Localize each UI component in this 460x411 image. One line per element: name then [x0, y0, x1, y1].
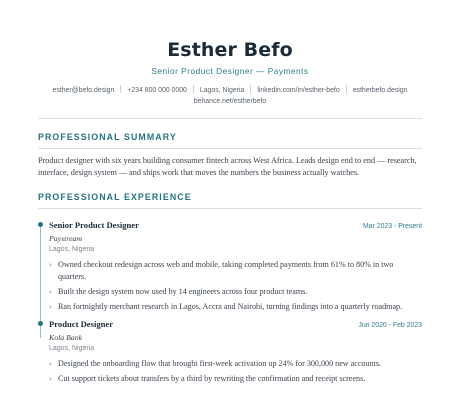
job-header — [49, 220, 422, 232]
contact-divider — [346, 85, 347, 93]
job-dates: Jun 2020 - Feb 2023 — [358, 322, 422, 329]
timeline-dot — [38, 321, 43, 326]
chevron-right-icon: › — [49, 303, 52, 311]
contact-divider — [120, 85, 121, 93]
experience-section — [38, 192, 422, 385]
experience-heading: PROFESSIONAL EXPERIENCE — [38, 192, 192, 202]
summary-text: Product designer with six years building consumer fintech across West Africa. Leads design end to end — research, interface, design system — and ships work that moves the numbers the business actually watches. — [38, 156, 417, 177]
timeline-dot — [38, 222, 43, 227]
contact-phone[interactable]: +234 800 000 0000 — [127, 87, 187, 94]
section-divider — [38, 148, 422, 149]
job-bullets — [49, 358, 422, 385]
contact-divider — [193, 85, 194, 93]
candidate-name: Esther Befo — [167, 39, 293, 61]
bullet-text: Designed the onboarding flow that brought first-week activation up 24% for 300,000 new accounts. — [58, 359, 381, 368]
contact-location: Lagos, Nigeria — [199, 87, 245, 94]
contact-linkedin[interactable]: linkedin.com/in/esther-befo — [257, 87, 340, 94]
job-location: Lagos, Nigeria — [49, 345, 95, 352]
contact-behance[interactable]: behance.net/estherbefo — [193, 98, 267, 105]
contact-website[interactable]: estherbefo.design — [352, 87, 408, 94]
bullet-text: Cut support tickets about transfers by a third by rewriting the confirmation and receipt screens. — [58, 374, 366, 383]
job-company: Kola Bank — [49, 333, 83, 342]
job-bullets — [49, 259, 422, 313]
bullet-item — [49, 373, 422, 385]
job-title: Product Designer — [49, 319, 114, 329]
bullet-item — [49, 301, 422, 313]
summary-section — [38, 132, 422, 179]
job-company: Paystream — [49, 234, 83, 243]
chevron-right-icon: › — [49, 261, 52, 269]
experience-timeline — [38, 220, 422, 385]
bullet-item — [49, 358, 422, 370]
bullet-text: Owned checkout redesign across web and mobile, taking completed payments from 61% to 80% in two quarters. — [58, 260, 394, 281]
job-header — [49, 319, 422, 331]
summary-heading: PROFESSIONAL SUMMARY — [38, 132, 177, 142]
section-divider — [38, 208, 422, 209]
chevron-right-icon: › — [49, 288, 52, 296]
chevron-right-icon: › — [49, 360, 52, 368]
candidate-title: Senior Product Designer — Payments — [151, 66, 309, 76]
resume-header — [38, 0, 422, 77]
contact-line — [50, 85, 410, 107]
bullet-text: Ran fortnightly merchant research in Lagos, Accra and Nairobi, turning findings into a quarterly roadmap. — [58, 302, 403, 311]
job-location: Lagos, Nigeria — [49, 246, 95, 253]
header-divider — [38, 118, 422, 119]
chevron-right-icon: › — [49, 375, 52, 383]
job-entry — [49, 319, 422, 385]
bullet-text: Built the design system now used by 14 engineers across four product teams. — [58, 287, 308, 296]
job-dates: Mar 2023 - Present — [363, 223, 422, 230]
job-entry — [49, 220, 422, 313]
bullet-item — [49, 286, 422, 298]
contact-email[interactable]: esther@befo.design — [52, 87, 115, 94]
contact-divider — [250, 85, 251, 93]
job-title: Senior Product Designer — [49, 220, 139, 230]
bullet-item — [49, 259, 422, 283]
